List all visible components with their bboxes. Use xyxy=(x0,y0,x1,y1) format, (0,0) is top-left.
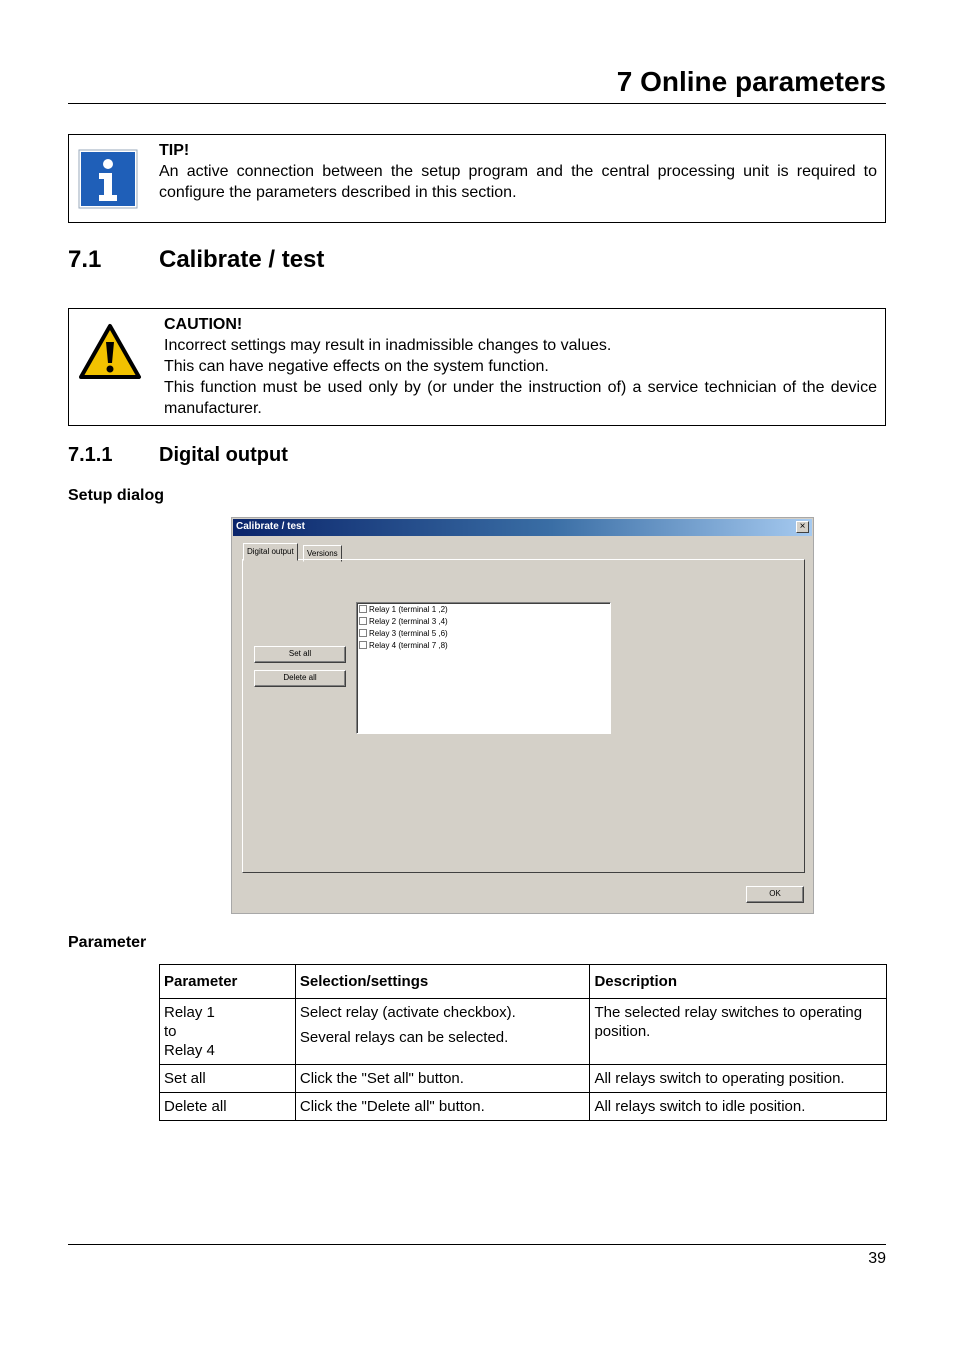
checkbox-icon[interactable] xyxy=(359,605,367,613)
tip-text: An active connection between the setup program and the central processing unit is required to configure the parameters described in this section. xyxy=(159,163,877,201)
relay-checkbox-item[interactable] xyxy=(359,616,448,628)
close-button[interactable]: × xyxy=(796,521,809,533)
column-header: Selection/settings xyxy=(295,965,590,999)
table-cell-selection: Click the "Delete all" button. xyxy=(295,1093,590,1121)
section-title: Calibrate / test xyxy=(159,246,325,273)
table-cell-description: All relays switch to operating position. xyxy=(590,1065,887,1093)
caution-label: CAUTION! xyxy=(164,316,243,333)
table-cell-parameter: Delete all xyxy=(160,1093,296,1121)
caution-line: This function must be used only by (or under the instruction of) a service technician of the device manufacturer. xyxy=(164,379,877,417)
cell-line: Several relays can be selected. xyxy=(299,1029,509,1046)
checkbox-icon[interactable] xyxy=(359,641,367,649)
checkbox-icon[interactable] xyxy=(359,629,367,637)
parameter-heading: Parameter xyxy=(68,934,147,951)
cell-line: Select relay (activate checkbox). xyxy=(299,1004,516,1021)
relay-checkbox-item[interactable] xyxy=(359,604,448,616)
info-icon xyxy=(78,149,138,214)
table-cell-parameter xyxy=(160,999,296,1065)
subsection-title: Digital output xyxy=(159,444,288,466)
delete-all-button[interactable]: Delete all xyxy=(254,670,346,687)
relay-label: Relay 1 (terminal 1 ,2) xyxy=(369,605,448,614)
table-row xyxy=(160,1065,887,1093)
table-cell-description: All relays switch to idle position. xyxy=(590,1093,887,1121)
cell-line: Relay 1 xyxy=(164,1004,215,1021)
tab-versions[interactable]: Versions xyxy=(303,545,342,562)
relay-checklist[interactable] xyxy=(356,602,611,734)
set-all-button[interactable]: Set all xyxy=(254,646,346,663)
caution-box xyxy=(68,308,886,426)
tab-digital-output[interactable]: Digital output xyxy=(243,543,298,561)
section-heading xyxy=(68,246,324,274)
relay-checkbox-item[interactable] xyxy=(359,640,448,652)
header-rule xyxy=(68,103,886,104)
table-cell-selection: Click the "Set all" button. xyxy=(295,1065,590,1093)
warning-icon xyxy=(78,323,142,386)
tip-text-block xyxy=(159,140,877,203)
tip-box xyxy=(68,134,886,223)
relay-label: Relay 4 (terminal 7 ,8) xyxy=(369,641,448,650)
relay-label: Relay 3 (terminal 5 ,6) xyxy=(369,629,448,638)
calibrate-test-dialog xyxy=(231,517,814,914)
column-header: Parameter xyxy=(160,965,296,999)
relay-checkbox-item[interactable] xyxy=(359,628,448,640)
cell-line: Relay 4 xyxy=(164,1042,215,1059)
parameter-table xyxy=(159,964,887,1121)
relay-label: Relay 2 (terminal 3 ,4) xyxy=(369,617,448,626)
chapter-title: 7 Online parameters xyxy=(616,66,886,97)
setup-dialog-heading: Setup dialog xyxy=(68,487,164,504)
section-number: 7.1 xyxy=(68,246,102,273)
table-header-row xyxy=(160,965,887,999)
subsection-number: 7.1.1 xyxy=(68,444,113,466)
cell-line: to xyxy=(164,1023,177,1040)
tip-label: TIP! xyxy=(159,142,190,159)
dialog-title: Calibrate / test xyxy=(236,521,305,532)
dialog-titlebar xyxy=(233,519,812,536)
table-row xyxy=(160,999,887,1065)
page-number: 39 xyxy=(868,1250,886,1267)
column-header: Description xyxy=(590,965,887,999)
footer-rule xyxy=(68,1244,886,1245)
table-row xyxy=(160,1093,887,1121)
checkbox-icon[interactable] xyxy=(359,617,367,625)
ok-button[interactable]: OK xyxy=(746,886,804,903)
table-cell-parameter: Set all xyxy=(160,1065,296,1093)
caution-text-block xyxy=(164,314,877,419)
caution-line: This can have negative effects on the system function. xyxy=(164,358,549,375)
table-cell-description: The selected relay switches to operating position. xyxy=(590,999,887,1065)
caution-line: Incorrect settings may result in inadmissible changes to values. xyxy=(164,337,612,354)
subsection-heading xyxy=(68,444,288,467)
table-cell-selection xyxy=(295,999,590,1065)
